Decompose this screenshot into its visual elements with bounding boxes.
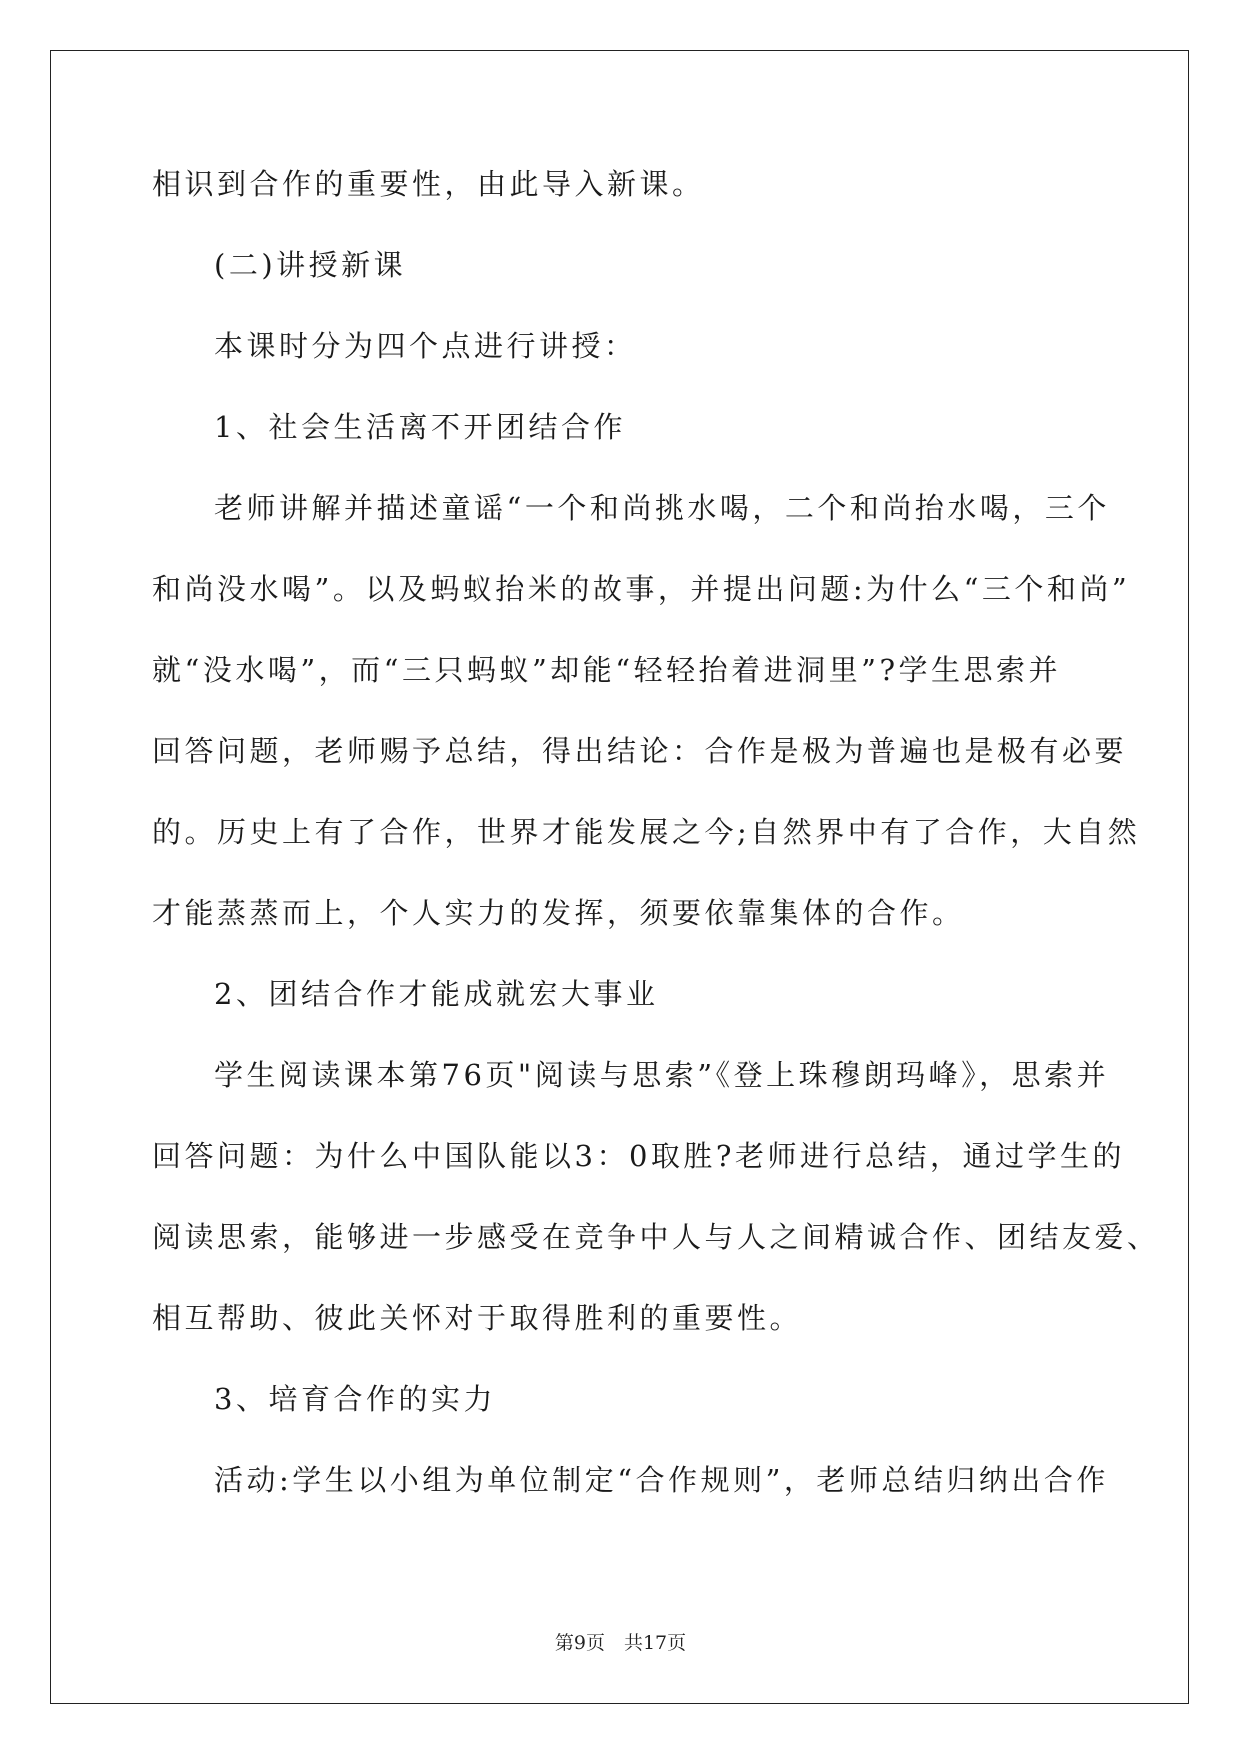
text-line: 老师讲解并描述童谣“一个和尚挑水喝，二个和尚抬水喝，三个: [214, 491, 1110, 525]
text-line: 回答问题，老师赐予总结，得出结论：合作是极为普遍也是极有必要: [152, 734, 1128, 768]
text-line: 本课时分为四个点进行讲授：: [214, 329, 637, 363]
text-line: 1、社会生活离不开团结合作: [214, 410, 626, 444]
text-line: 回答问题：为什么中国队能以3：0取胜?老师进行总结，通过学生的: [152, 1139, 1125, 1173]
text-line: (二)讲授新课: [214, 248, 407, 282]
page-footer: 第9页 共17页: [554, 1632, 687, 1654]
text-line: 3、培育合作的实力: [214, 1382, 496, 1416]
text-line: 相互帮助、彼此关怀对于取得胜利的重要性。: [152, 1301, 803, 1335]
text-line: 2、团结合作才能成就宏大事业: [214, 977, 659, 1011]
text-line: 就“没水喝”，而“三只蚂蚁”却能“轻轻抬着进洞里”?学生思索并: [152, 653, 1062, 687]
text-line: 的。历史上有了合作，世界才能发展之今;自然界中有了合作，大自然: [152, 815, 1141, 849]
text-line: 学生阅读课本第76页"阅读与思索”《登上珠穆朗玛峰》，思索并: [214, 1058, 1110, 1092]
text-line: 和尚没水喝”。以及蚂蚁抬米的故事，并提出问题:为什么“三个和尚”: [152, 572, 1131, 606]
text-line: 阅读思索，能够进一步感受在竞争中人与人之间精诚合作、团结友爱、: [152, 1220, 1160, 1254]
document-body: [152, 160, 1160, 1537]
text-line: 活动:学生以小组为单位制定“合作规则”，老师总结归纳出合作: [214, 1463, 1109, 1497]
text-line: 才能蒸蒸而上，个人实力的发挥，须要依靠集体的合作。: [152, 896, 965, 930]
text-line: 相识到合作的重要性，由此导入新课。: [152, 167, 705, 201]
